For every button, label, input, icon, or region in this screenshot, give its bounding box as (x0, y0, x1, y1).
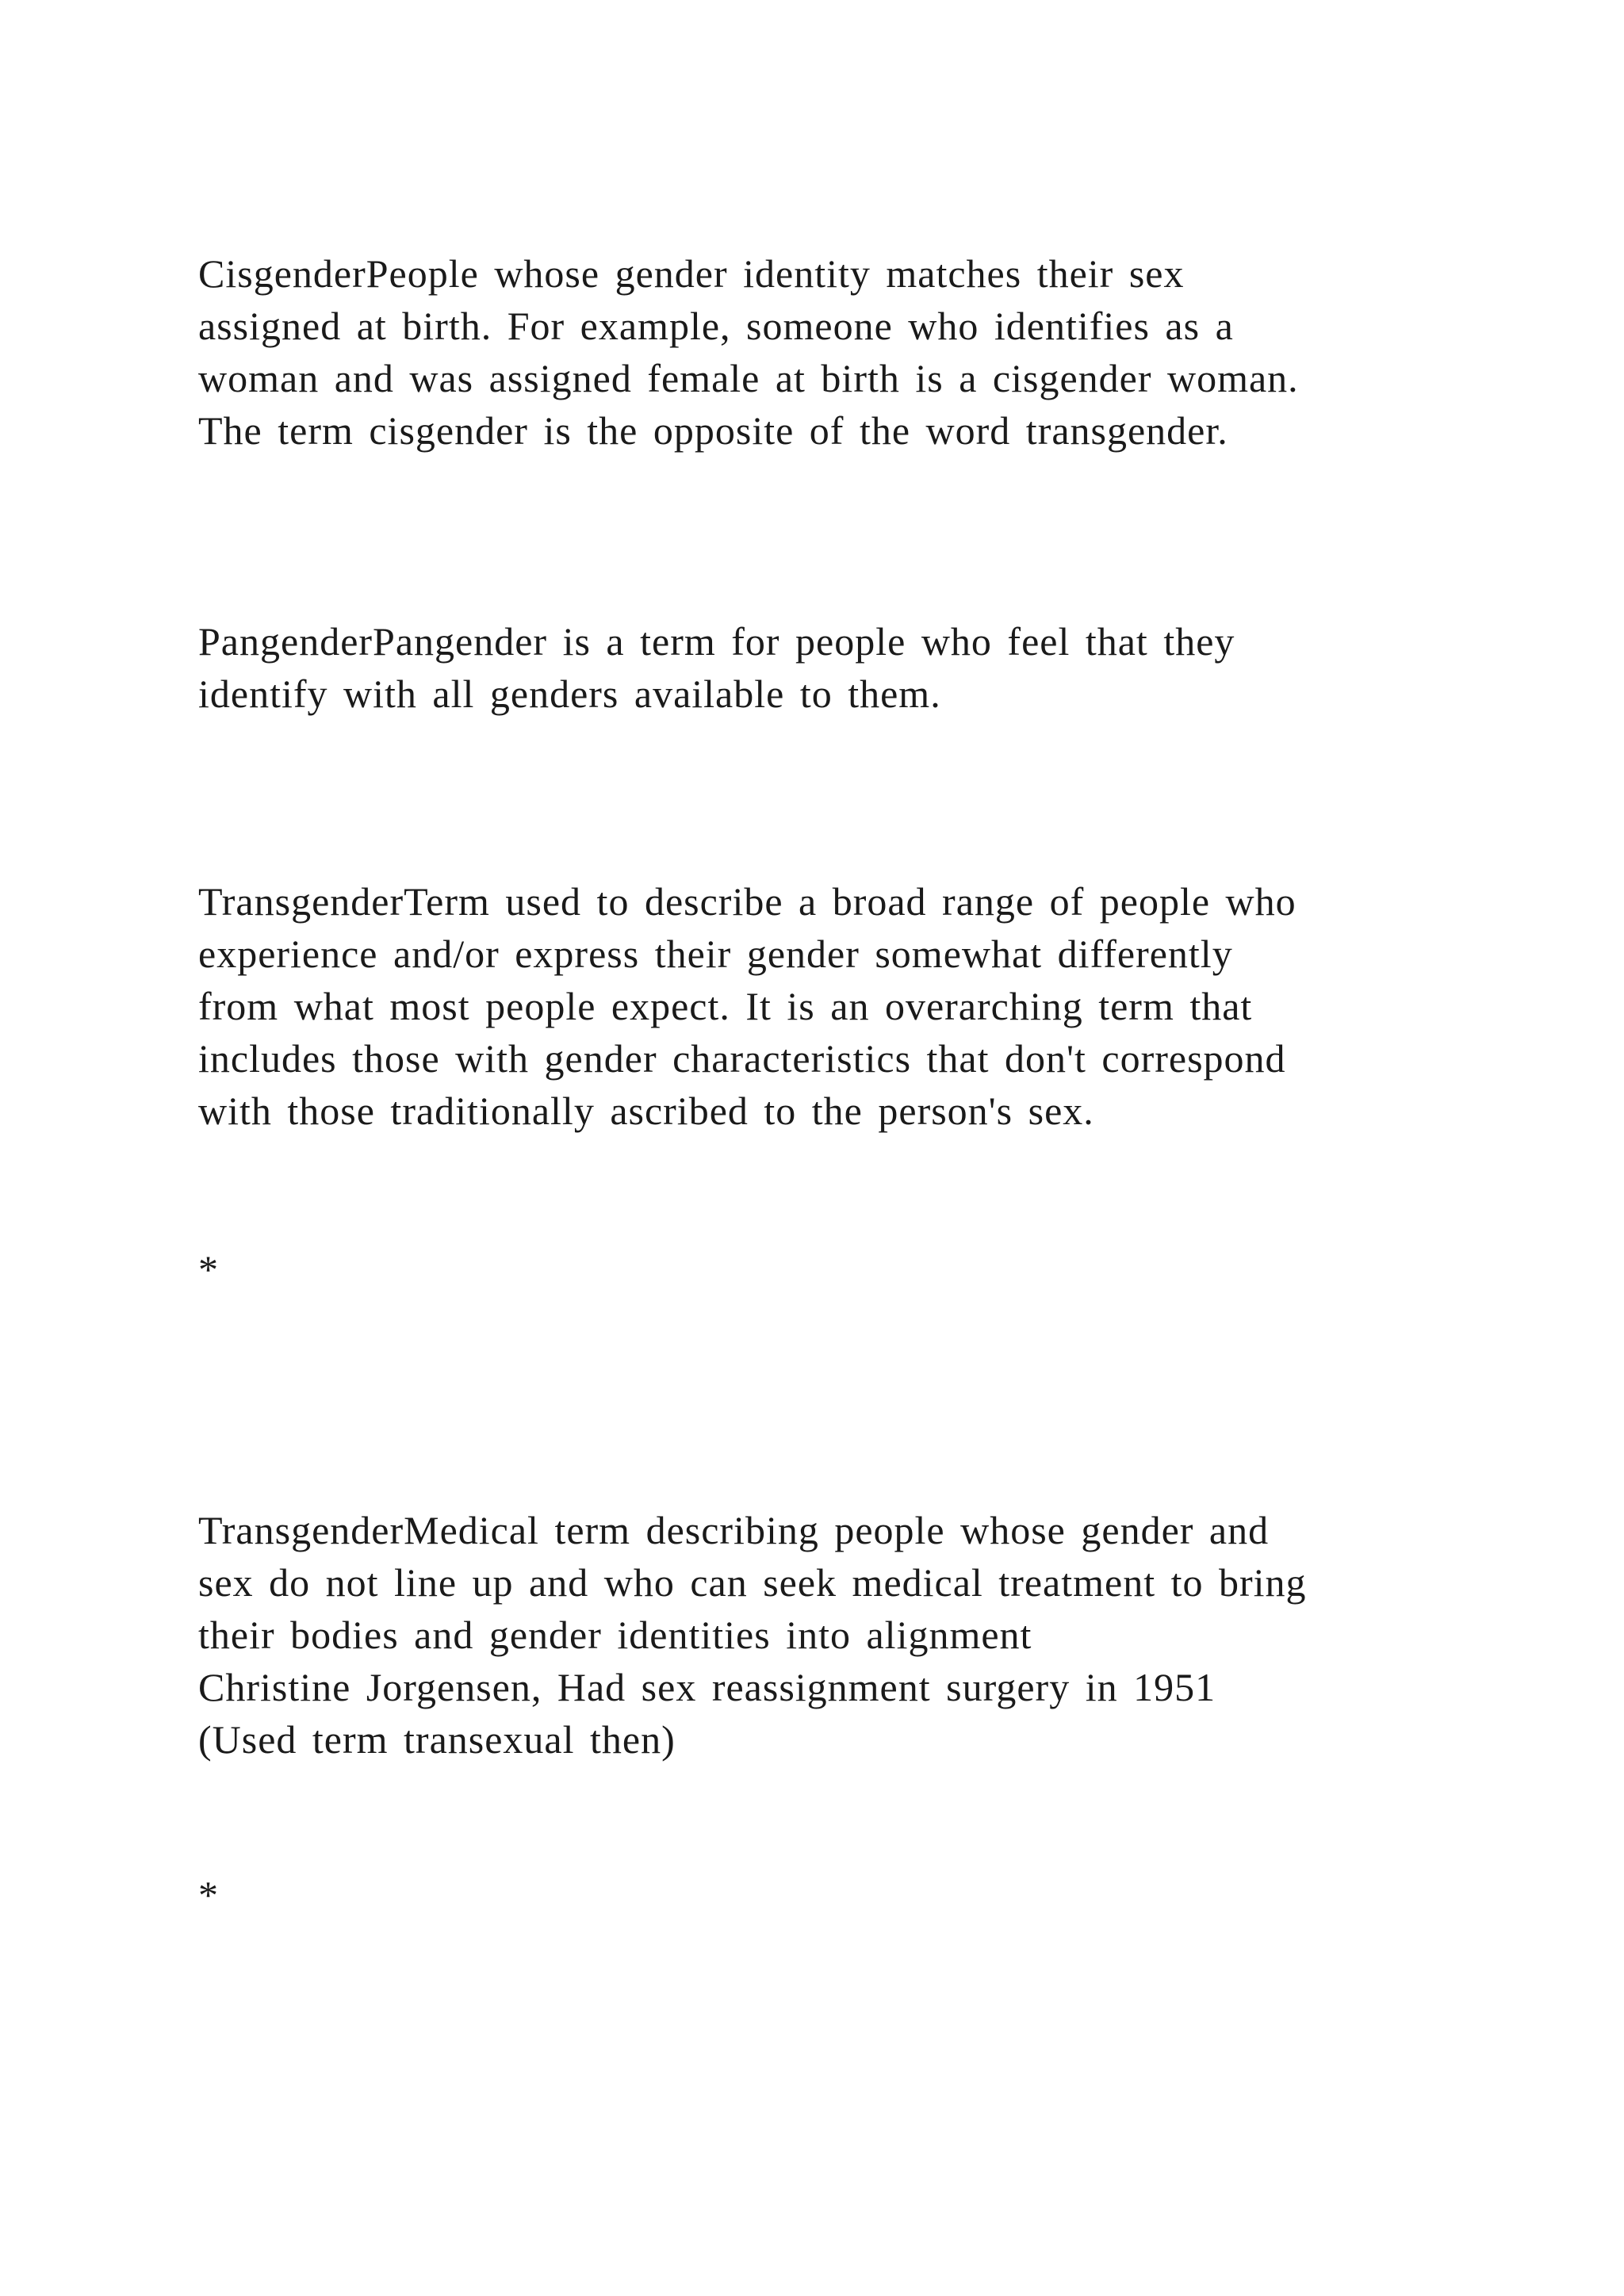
text-line: their bodies and gender identities into alignment (198, 1613, 1032, 1657)
text-line: with those traditionally ascribed to the person's sex. (198, 1089, 1094, 1133)
text-line: from what most people expect. It is an overarching term that (198, 984, 1253, 1028)
paragraph-transgender (198, 875, 1435, 1137)
text-line: TransgenderTerm used to describe a broad range of people who (198, 879, 1297, 924)
separator-asterisk: * (198, 1247, 218, 1292)
text-line: Christine Jorgensen, Had sex reassignment surgery in 1951 (198, 1665, 1216, 1709)
text-line: CisgenderPeople whose gender identity matches their sex (198, 251, 1185, 296)
text-line: identify with all genders available to them. (198, 672, 941, 716)
text-line: sex do not line up and who can seek medical treatment to bring (198, 1560, 1307, 1605)
separator-asterisk: * (198, 1873, 218, 1917)
text-line: PangenderPangender is a term for people who feel that they (198, 619, 1235, 664)
text-line: woman and was assigned female at birth is a cisgender woman. (198, 356, 1299, 400)
text-line: includes those with gender characteristics that don't correspond (198, 1036, 1286, 1081)
text-line: assigned at birth. For example, someone who identifies as a (198, 304, 1234, 348)
paragraph-transgender-medical (198, 1504, 1435, 1766)
text-line: The term cisgender is the opposite of the word transgender. (198, 408, 1228, 453)
paragraph-pangender (198, 615, 1435, 720)
paragraph-cisgender (198, 247, 1435, 457)
text-line: (Used term transexual then) (198, 1717, 676, 1762)
text-line: TransgenderMedical term describing people whose gender and (198, 1508, 1270, 1552)
text-line: experience and/or express their gender somewhat differently (198, 932, 1233, 976)
